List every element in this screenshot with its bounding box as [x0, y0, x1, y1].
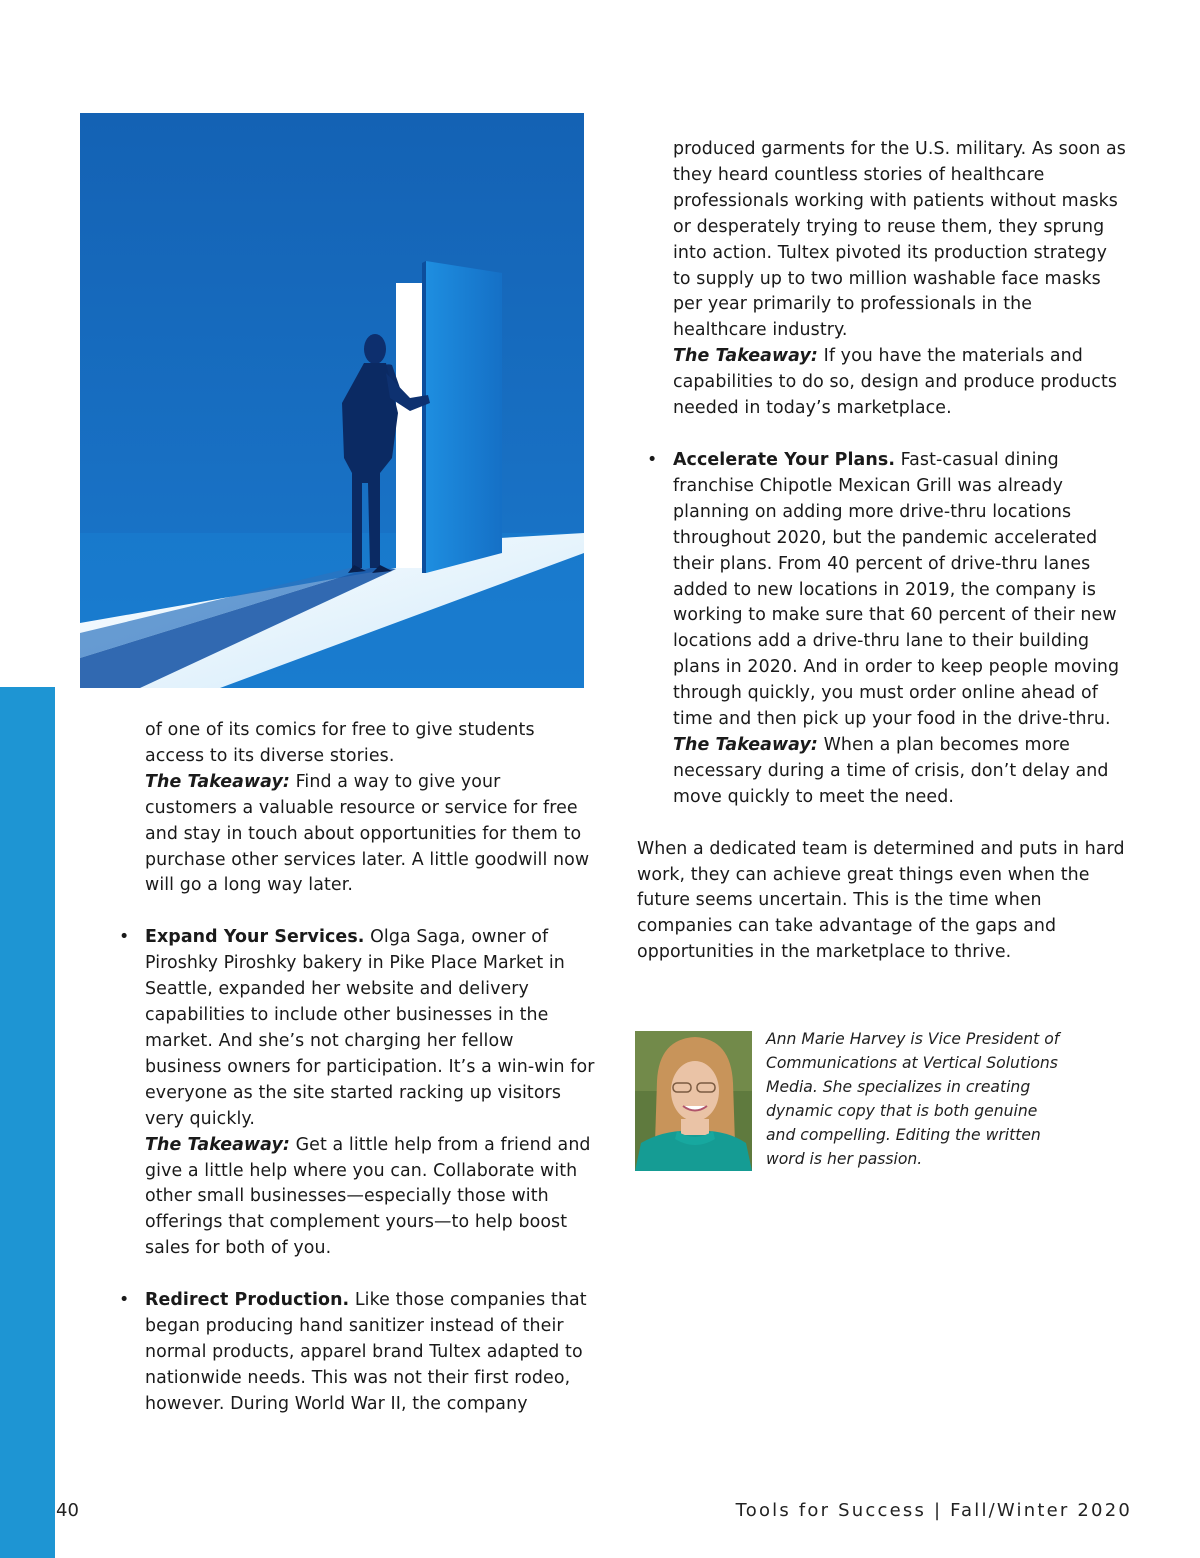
takeaway-accelerate-plans: [673, 733, 1127, 811]
takeaway-label: The Takeaway:: [145, 771, 290, 792]
takeaway-label: The Takeaway:: [673, 734, 818, 755]
item-lead: Accelerate Your Plans.: [673, 449, 896, 470]
takeaway-text: When a plan becomes more necessary during a time of crisis, don’t delay and move quickly to meet the need.: [673, 734, 1109, 807]
closing-paragraph: When a dedicated team is determined and puts in hard work, they can achieve great things even when the future seems uncertain. This is the time when companies can take advantage of the gaps and opportunities in the marketplace to thrive.: [637, 838, 1125, 963]
bullet-icon: •: [119, 1290, 130, 1311]
bullet-icon: •: [119, 927, 130, 948]
item-text: Like those companies that began producing hand sanitizer instead of their normal products, apparel brand Tultex adapted to nationwide needs. This was not their first rodeo, however. During World War II, the company: [145, 1290, 587, 1414]
takeaway-text: If you have the materials and capabilities to do so, design and produce products needed in today’s marketplace.: [673, 346, 1118, 419]
page-number: 40: [56, 1500, 79, 1521]
hero-illustration: [80, 113, 584, 688]
takeaway-expand-services: [145, 1133, 595, 1263]
publication-footer: Tools for Success | Fall/Winter 2020: [735, 1500, 1132, 1521]
item-text: Olga Saga, owner of Piroshky Piroshky bakery in Pike Place Market in Seattle, expanded her website and delivery capabilities to include other businesses in the market. And she’s not charging her fellow business owners for participation. It’s a win-win for everyone as the site started racking up visitors very quickly.: [145, 927, 595, 1129]
right-text-column: [637, 137, 1127, 966]
left-text-column: [119, 718, 595, 1418]
author-photo: [635, 1031, 752, 1171]
list-item-accelerate-plans: [647, 448, 1127, 733]
author-bio: Ann Marie Harvey is Vice President of Communications at Vertical Solutions Media. She specializes in creating dynamic copy that is both genuine and compelling. Editing the written word is her passion.: [766, 1030, 1060, 1168]
item-text: Fast-casual dining franchise Chipotle Mexican Grill was already planning on adding more drive-thru locations throughout 2020, but the pandemic accelerated their plans. From 40 percent of drive-thru lanes added to new locations in 2019, the company is working to make sure that 60 percent of their new locations add a drive-thru lane to their building plans in 2020. And in order to keep people moving through quickly, you must order online ahead of time and then pick up your food in the drive-thru.: [673, 449, 1120, 730]
takeaway-label: The Takeaway:: [145, 1134, 290, 1155]
takeaway-redirect-production: [673, 344, 1127, 422]
continuation-paragraph-right: produced garments for the U.S. military. As soon as they heard countless stories of healthcare professionals working with patients without masks or desperately trying to reuse them, they sprung into action. Tultex pivoted its production strategy to supply up to two million washable face masks per year primarily to professionals in the healthcare industry.: [673, 139, 1126, 341]
list-item-redirect-production: [119, 1288, 595, 1418]
accent-side-bar: [0, 687, 55, 1558]
takeaway-expand-giveaway: [145, 770, 595, 900]
takeaway-text: Find a way to give your customers a valuable resource or service for free and stay in touch about opportunities for them to purchase other services later. A little goodwill now will go a long way later.: [145, 771, 590, 896]
takeaway-text: Get a little help from a friend and give a little help where you can. Collaborate with other small businesses—especially those with offerings that complement yours—to help boost sales for both of you.: [145, 1134, 591, 1259]
list-item-expand-services: [119, 925, 595, 1132]
bullet-icon: •: [647, 449, 658, 470]
item-lead: Redirect Production.: [145, 1290, 350, 1311]
continuation-paragraph-left: of one of its comics for free to give students access to its diverse stories.: [145, 720, 535, 766]
takeaway-label: The Takeaway:: [673, 346, 818, 367]
item-lead: Expand Your Services.: [145, 927, 365, 948]
